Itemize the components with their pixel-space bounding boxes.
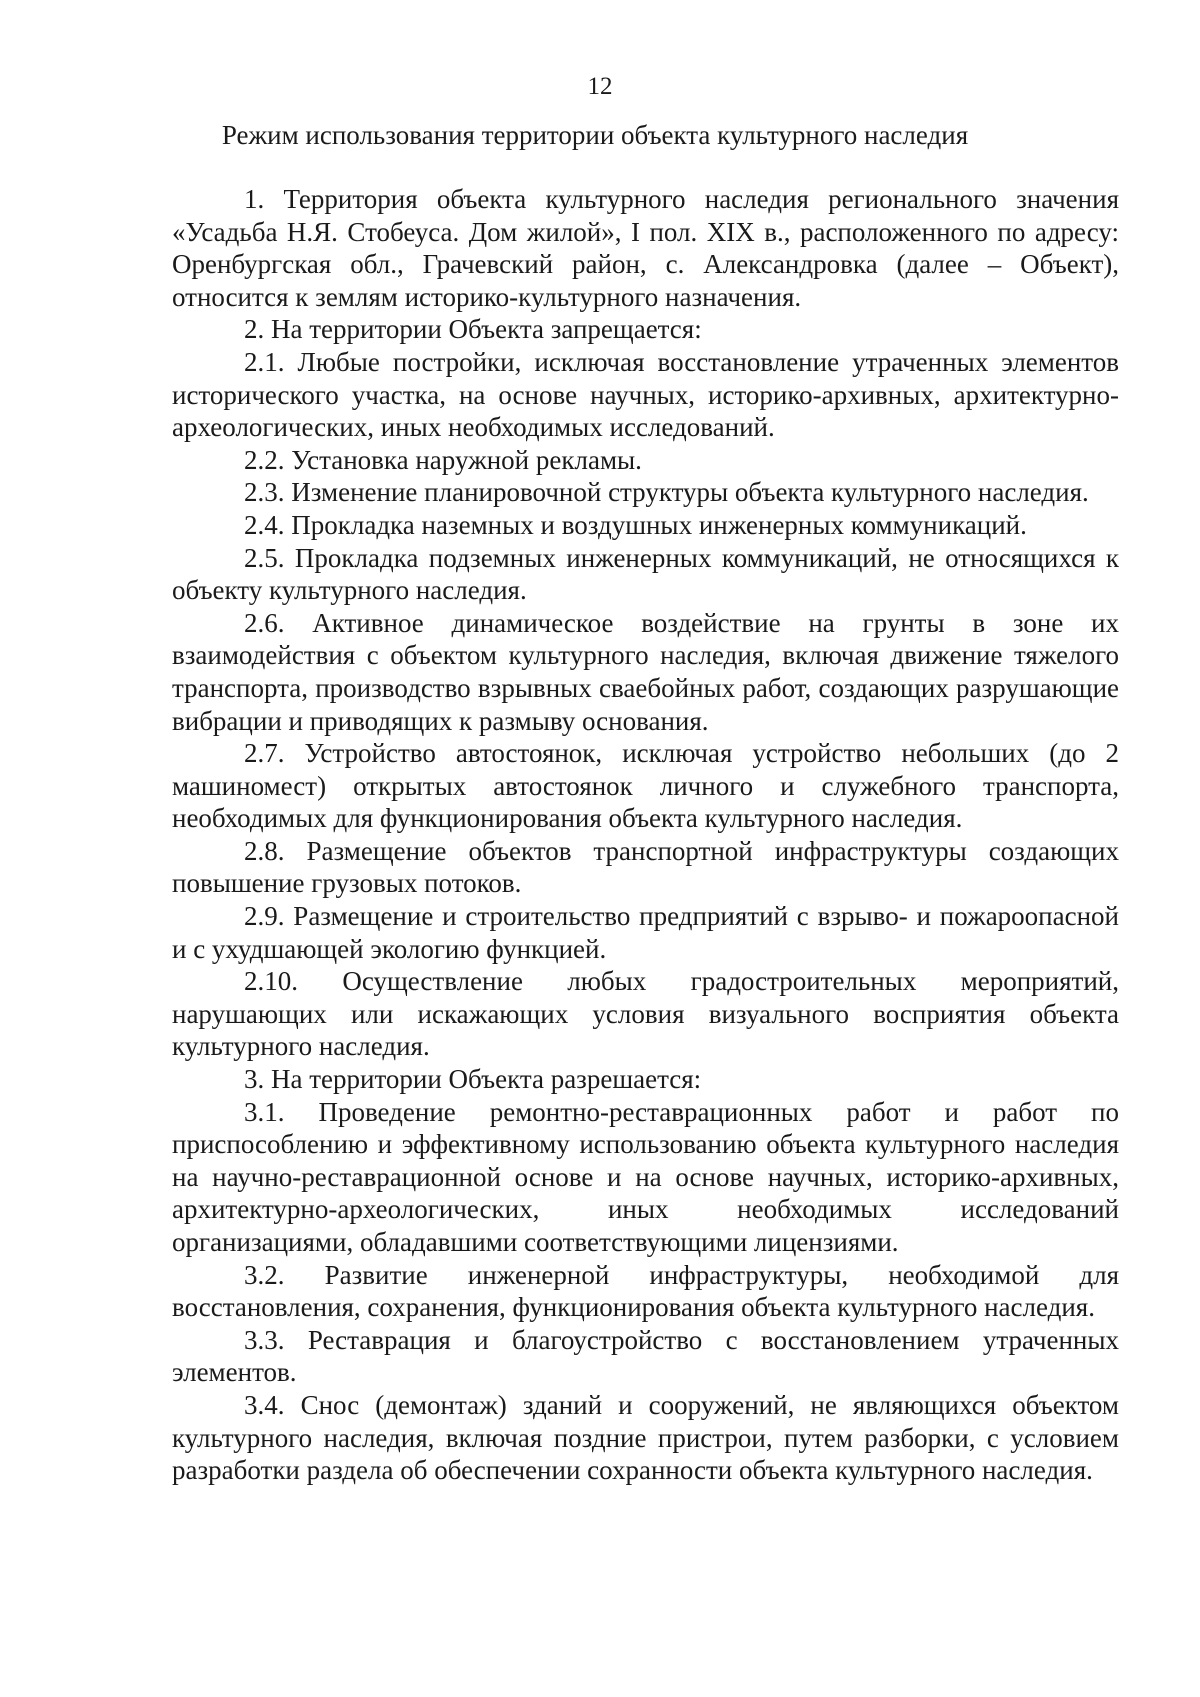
paragraph-3-1: 3.1. Проведение ремонтно-реставрационных работ и работ по приспособлению и эффективному использованию объекта культурного наследия на научно-реставрационной основе и на основе научных, историко-архивных, архитектурно-археологических, иных необходимых исследований организациями, обладавшими соответствующими лицензиями. [172, 1096, 1119, 1257]
paragraph-2-10: 2.10. Осуществление любых градостроительных мероприятий, нарушающих или искажающих условия визуального восприятия объекта культурного наследия. [172, 966, 1119, 1062]
paragraph-2-4: 2.4. Прокладка наземных и воздушных инженерных коммуникаций. [244, 509, 1027, 540]
paragraph-3-4: 3.4. Снос (демонтаж) зданий и сооружений, не являющихся объектом культурного наследия, включая поздние пристрои, путем разборки, с условием разработки раздела об обеспечении сохранности объекта культурного наследия. [172, 1389, 1119, 1486]
paragraph-3: 3. На территории Объекта разрешается: [244, 1064, 702, 1095]
paragraph-2-5: 2.5. Прокладка подземных инженерных коммуникаций, не относящихся к объекту культурного наследия. [172, 542, 1119, 606]
paragraph-2-8: 2.8. Размещение объектов транспортной инфраструктуры создающих повышение грузовых потоков. [172, 835, 1119, 899]
paragraph-2-6: 2.6. Активное динамическое воздействие на грунты в зоне их взаимодействия с объектом культурного наследия, включая движение тяжелого транспорта, производство взрывных сваебойных работ, создающих разрушающие вибрации и приводящих к размыву основания. [172, 607, 1119, 736]
paragraph-2-9: 2.9. Размещение и строительство предприятий с взрыво- и пожароопасной и с ухудшающей экологию функцией. [172, 901, 1119, 964]
paragraph-3-3: 3.3. Реставрация и благоустройство с восстановлением утраченных элементов. [172, 1324, 1119, 1388]
paragraph-2-1: 2.1. Любые постройки, исключая восстановление утраченных элементов исторического участка, на основе научных, историко-архивных, архитектурно-археологических, иных необходимых исследований. [172, 346, 1119, 443]
paragraph-3-2: 3.2. Развитие инженерной инфраструктуры, необходимой для восстановления, сохранения, функционирования объекта культурного наследия. [172, 1259, 1119, 1323]
paragraph-2-2: 2.2. Установка наружной рекламы. [244, 444, 642, 475]
page-number: 12 [587, 73, 613, 100]
paragraph-2-7: 2.7. Устройство автостоянок, исключая устройство небольших (до 2 машиномест) открытых автостоянок личного и служебного транспорта, необходимых для функционирования объекта культурного наследия. [172, 738, 1119, 834]
document-body [172, 183, 1119, 1487]
paragraph-1: 1. Территория объекта культурного наследия регионального значения «Усадьба Н.Я. Стобеуса. Дом жилой», I пол. XIX в., расположенного по адресу: Оренбургская обл., Грачевский район, с. Александровка (далее – Объект), относится к землям историко-культурного назначения. [172, 184, 1119, 312]
paragraph-2: 2. На территории Объекта запрещается: [244, 314, 702, 345]
paragraph-2-3: 2.3. Изменение планировочной структуры объекта культурного наследия. [244, 477, 1089, 508]
document-title: Режим использования территории объекта культурного наследия [221, 120, 969, 150]
